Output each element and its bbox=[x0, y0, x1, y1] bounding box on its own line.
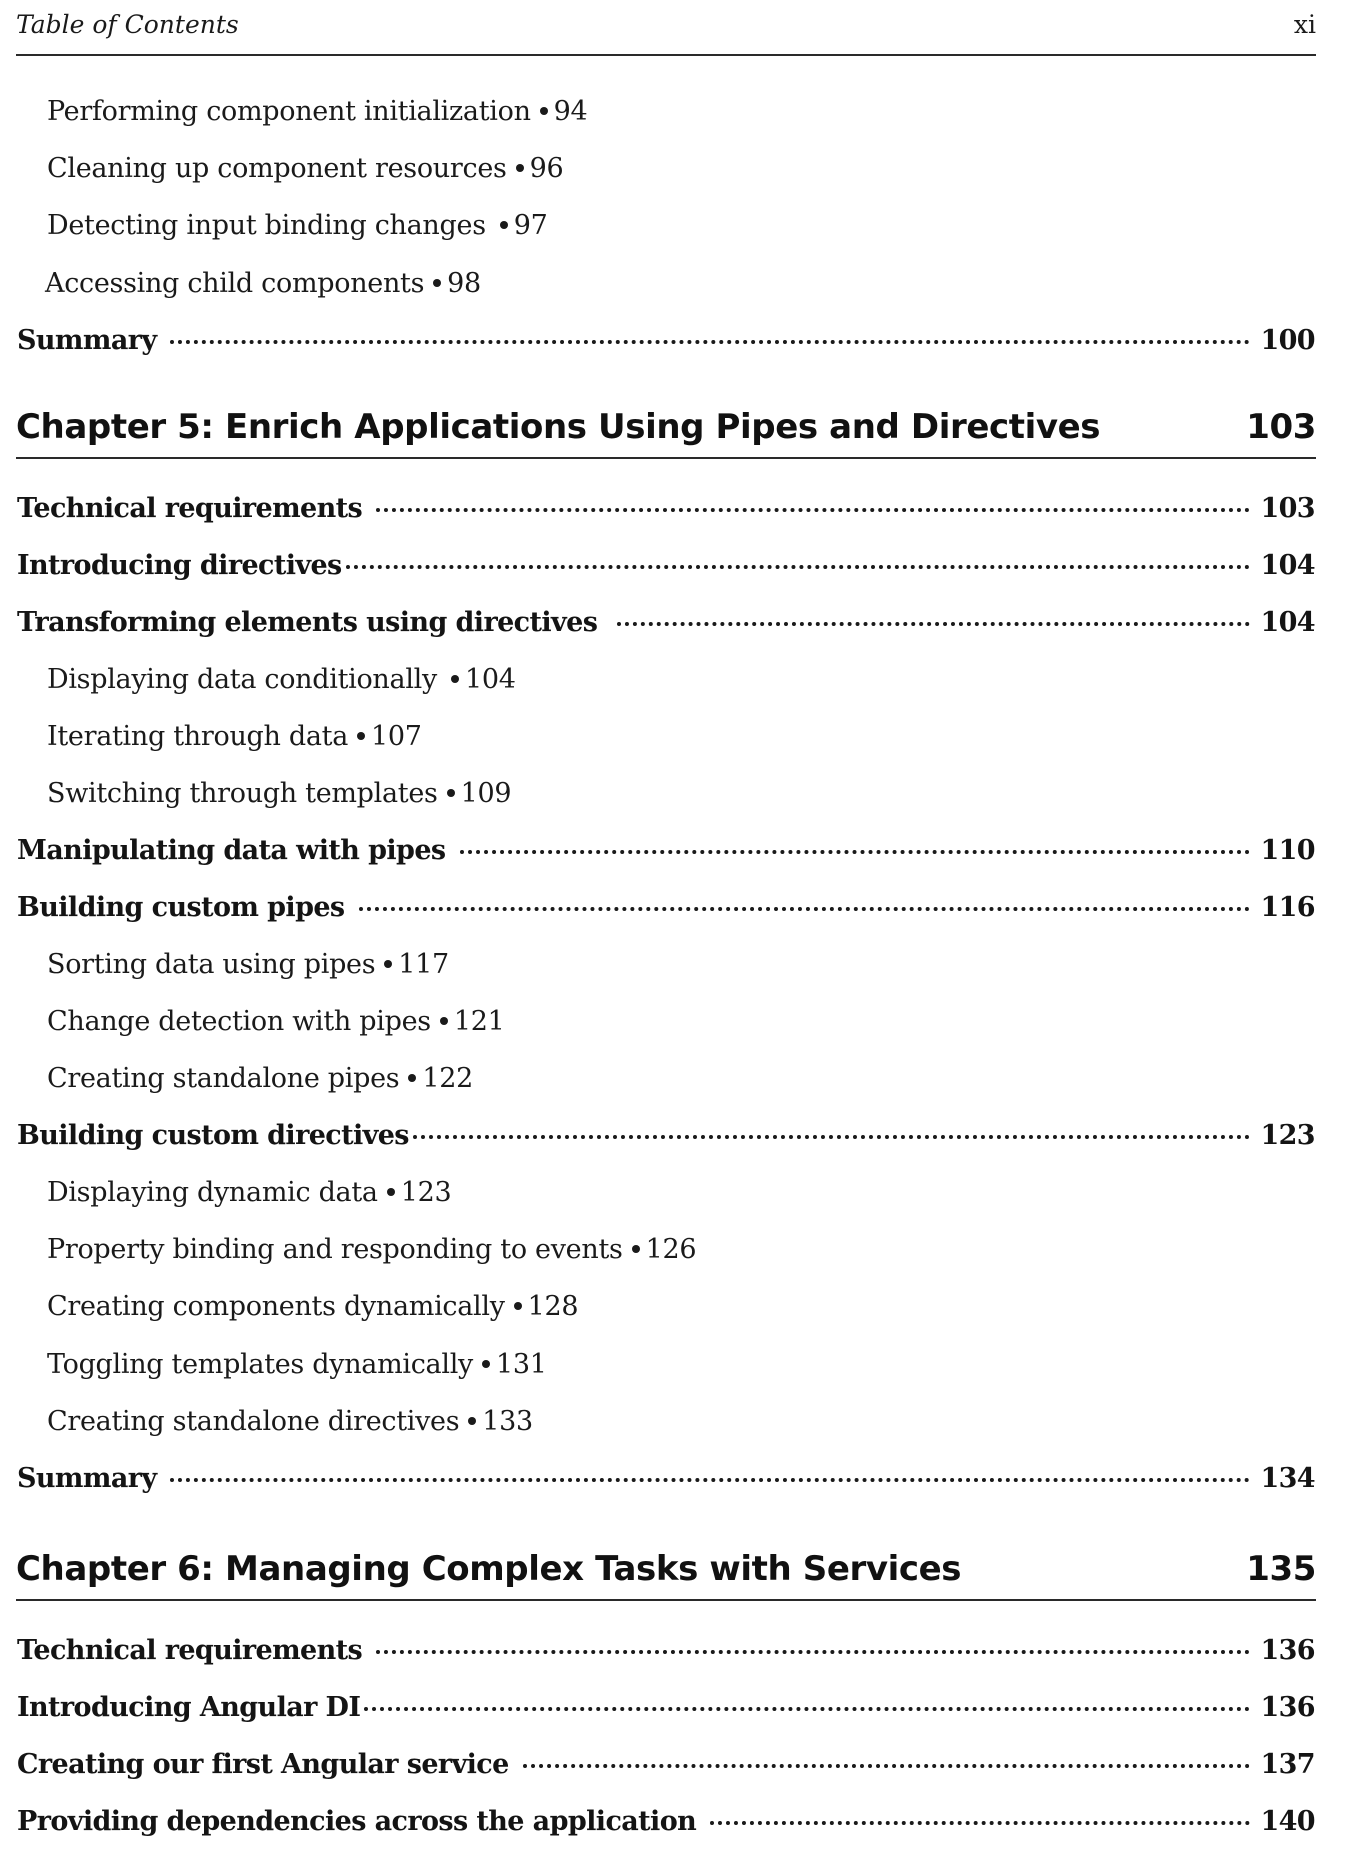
toc-entry-summary[interactable] bbox=[17, 325, 1315, 356]
toc-entry-label: Manipulating data with pipes bbox=[17, 835, 446, 866]
toc-entry[interactable] bbox=[17, 1806, 1315, 1837]
toc-subentry-label: Switching through templates bbox=[47, 778, 438, 809]
toc-subentry-label: Displaying data conditionally bbox=[47, 664, 437, 695]
bullet-icon bbox=[514, 1302, 522, 1310]
toc-subentry-page: 131 bbox=[495, 1349, 547, 1380]
toc-subentry-page: 117 bbox=[398, 949, 449, 980]
toc-entry-page: 100 bbox=[1260, 325, 1315, 356]
toc-subentry-page: 123 bbox=[400, 1177, 452, 1208]
toc-subentry[interactable] bbox=[47, 664, 516, 695]
toc-subentry[interactable] bbox=[47, 210, 548, 241]
toc-subentry[interactable] bbox=[47, 153, 563, 184]
bullet-icon bbox=[440, 1017, 448, 1025]
bullet-icon bbox=[387, 1188, 395, 1196]
toc-subentry-page: 94 bbox=[553, 96, 588, 127]
toc-entry-label: Creating our first Angular service bbox=[17, 1749, 509, 1780]
toc-subentry-label: Displaying dynamic data bbox=[47, 1177, 378, 1208]
toc-subentry-page: 107 bbox=[371, 721, 422, 752]
toc-subentry-label: Cleaning up component resources bbox=[47, 153, 507, 184]
bullet-icon bbox=[632, 1245, 640, 1253]
toc-subentry[interactable] bbox=[47, 1006, 504, 1037]
toc-subentry[interactable] bbox=[47, 1291, 578, 1322]
toc-entry-label: Technical requirements bbox=[17, 1635, 363, 1666]
toc-entry[interactable] bbox=[17, 550, 1315, 581]
toc-subentry-page: 126 bbox=[645, 1234, 697, 1265]
toc-entry-summary[interactable] bbox=[17, 1463, 1315, 1494]
chapter-heading[interactable] bbox=[16, 1549, 1316, 1601]
toc-subentry[interactable] bbox=[47, 1349, 547, 1380]
toc-entry-label: Summary bbox=[17, 1463, 157, 1494]
dot-leader bbox=[523, 1764, 1251, 1768]
toc-subentry-page: 104 bbox=[464, 664, 516, 695]
toc-entry[interactable] bbox=[17, 1692, 1315, 1723]
toc-subentry-page: 97 bbox=[513, 210, 548, 241]
toc-entry-label: Technical requirements bbox=[17, 493, 363, 524]
toc-subentry-page: 128 bbox=[527, 1291, 579, 1322]
toc-entry[interactable] bbox=[17, 607, 1315, 638]
toc-entry-page: 116 bbox=[1260, 892, 1315, 923]
toc-subentry-label: Creating standalone pipes bbox=[47, 1063, 400, 1094]
bullet-icon bbox=[357, 732, 365, 740]
bullet-icon bbox=[451, 675, 459, 683]
bullet-icon bbox=[433, 279, 441, 287]
dot-leader bbox=[617, 622, 1250, 626]
toc-entry-label: Introducing directives bbox=[17, 550, 342, 581]
chapter-page: 103 bbox=[1246, 407, 1316, 447]
bullet-icon bbox=[540, 107, 548, 115]
dot-leader bbox=[376, 1650, 1250, 1654]
toc-entry-page: 140 bbox=[1260, 1806, 1315, 1837]
toc-entry[interactable] bbox=[17, 493, 1315, 524]
toc-subentry-page: 96 bbox=[529, 153, 564, 184]
toc-subentry-page: 133 bbox=[482, 1406, 533, 1437]
toc-subentry[interactable] bbox=[47, 721, 422, 752]
toc-subentry[interactable] bbox=[47, 949, 449, 980]
chapter-page: 135 bbox=[1246, 1549, 1316, 1589]
bullet-icon bbox=[447, 789, 455, 797]
toc-subentry-label: Performing component initialization bbox=[47, 96, 531, 127]
running-header-page-number: xi bbox=[1293, 10, 1316, 39]
toc-subentry[interactable] bbox=[47, 96, 587, 127]
toc-subentry[interactable] bbox=[47, 1063, 473, 1094]
toc-subentry[interactable] bbox=[47, 1234, 696, 1265]
toc-entry-label: Providing dependencies across the application bbox=[17, 1806, 697, 1837]
toc-entry-label: Summary bbox=[17, 325, 157, 356]
toc-subentry[interactable] bbox=[47, 1406, 533, 1437]
running-header-title: Table of Contents bbox=[16, 10, 239, 39]
toc-subentry-page: 121 bbox=[453, 1006, 505, 1037]
toc-subentry-page: 98 bbox=[447, 268, 481, 299]
dot-leader bbox=[364, 1707, 1250, 1711]
toc-entry-page: 136 bbox=[1260, 1635, 1315, 1666]
dot-leader bbox=[376, 508, 1250, 512]
toc-entry-page: 110 bbox=[1260, 835, 1315, 866]
toc-entry-page: 137 bbox=[1260, 1749, 1315, 1780]
bullet-icon bbox=[516, 164, 524, 172]
dot-leader bbox=[359, 907, 1251, 911]
toc-entry[interactable] bbox=[17, 835, 1315, 866]
toc-subentry-page: 122 bbox=[422, 1063, 473, 1094]
chapter-heading[interactable] bbox=[16, 407, 1316, 459]
bullet-icon bbox=[500, 221, 508, 229]
bullet-icon bbox=[384, 960, 392, 968]
toc-entry-label: Introducing Angular DI bbox=[17, 1692, 361, 1723]
dot-leader bbox=[170, 340, 1250, 344]
toc-subentry-label: Creating standalone directives bbox=[47, 1406, 460, 1437]
toc-entry[interactable] bbox=[17, 1120, 1315, 1151]
toc-subentry-label: Sorting data using pipes bbox=[47, 949, 376, 980]
dot-leader bbox=[413, 1135, 1251, 1139]
toc-subentry-page: 109 bbox=[460, 778, 512, 809]
toc-entry-page: 103 bbox=[1260, 493, 1315, 524]
toc-entry-label: Building custom directives bbox=[17, 1120, 409, 1151]
toc-entry-page: 134 bbox=[1260, 1463, 1315, 1494]
toc-entry[interactable] bbox=[17, 1749, 1315, 1780]
toc-entry-page: 136 bbox=[1260, 1692, 1315, 1723]
toc-entry-label: Building custom pipes bbox=[17, 892, 345, 923]
chapter-title: Chapter 5: Enrich Applications Using Pipes and Directives bbox=[16, 407, 1101, 447]
toc-subentry-label: Iterating through data bbox=[47, 721, 349, 752]
toc-entry[interactable] bbox=[17, 892, 1315, 923]
toc-subentry-label: Toggling templates dynamically bbox=[47, 1349, 473, 1380]
bullet-icon bbox=[468, 1417, 476, 1425]
bullet-icon bbox=[408, 1074, 416, 1082]
toc-subentry-label: Accessing child components bbox=[45, 268, 425, 299]
toc-entry-page: 104 bbox=[1260, 550, 1315, 581]
toc-subentry[interactable] bbox=[47, 778, 511, 809]
toc-subentry-label: Change detection with pipes bbox=[47, 1006, 431, 1037]
dot-leader bbox=[460, 850, 1251, 854]
toc-subentry-label: Detecting input binding changes bbox=[47, 210, 486, 241]
toc-subentry-label: Property binding and responding to events bbox=[47, 1234, 623, 1265]
dot-leader bbox=[170, 1478, 1250, 1482]
toc-subentry[interactable] bbox=[45, 268, 481, 299]
toc-subentry-label: Creating components dynamically bbox=[47, 1291, 505, 1322]
toc-entry[interactable] bbox=[17, 1635, 1315, 1666]
toc-subentry[interactable] bbox=[47, 1177, 451, 1208]
toc-entry-page: 123 bbox=[1260, 1120, 1315, 1151]
toc-entry-page: 104 bbox=[1260, 607, 1315, 638]
toc-entry-label: Transforming elements using directives bbox=[17, 607, 598, 638]
dot-leader bbox=[346, 565, 1251, 569]
chapter-title: Chapter 6: Managing Complex Tasks with Services bbox=[16, 1549, 962, 1589]
running-header bbox=[16, 8, 1316, 56]
dot-leader bbox=[710, 1821, 1250, 1825]
bullet-icon bbox=[482, 1360, 490, 1368]
